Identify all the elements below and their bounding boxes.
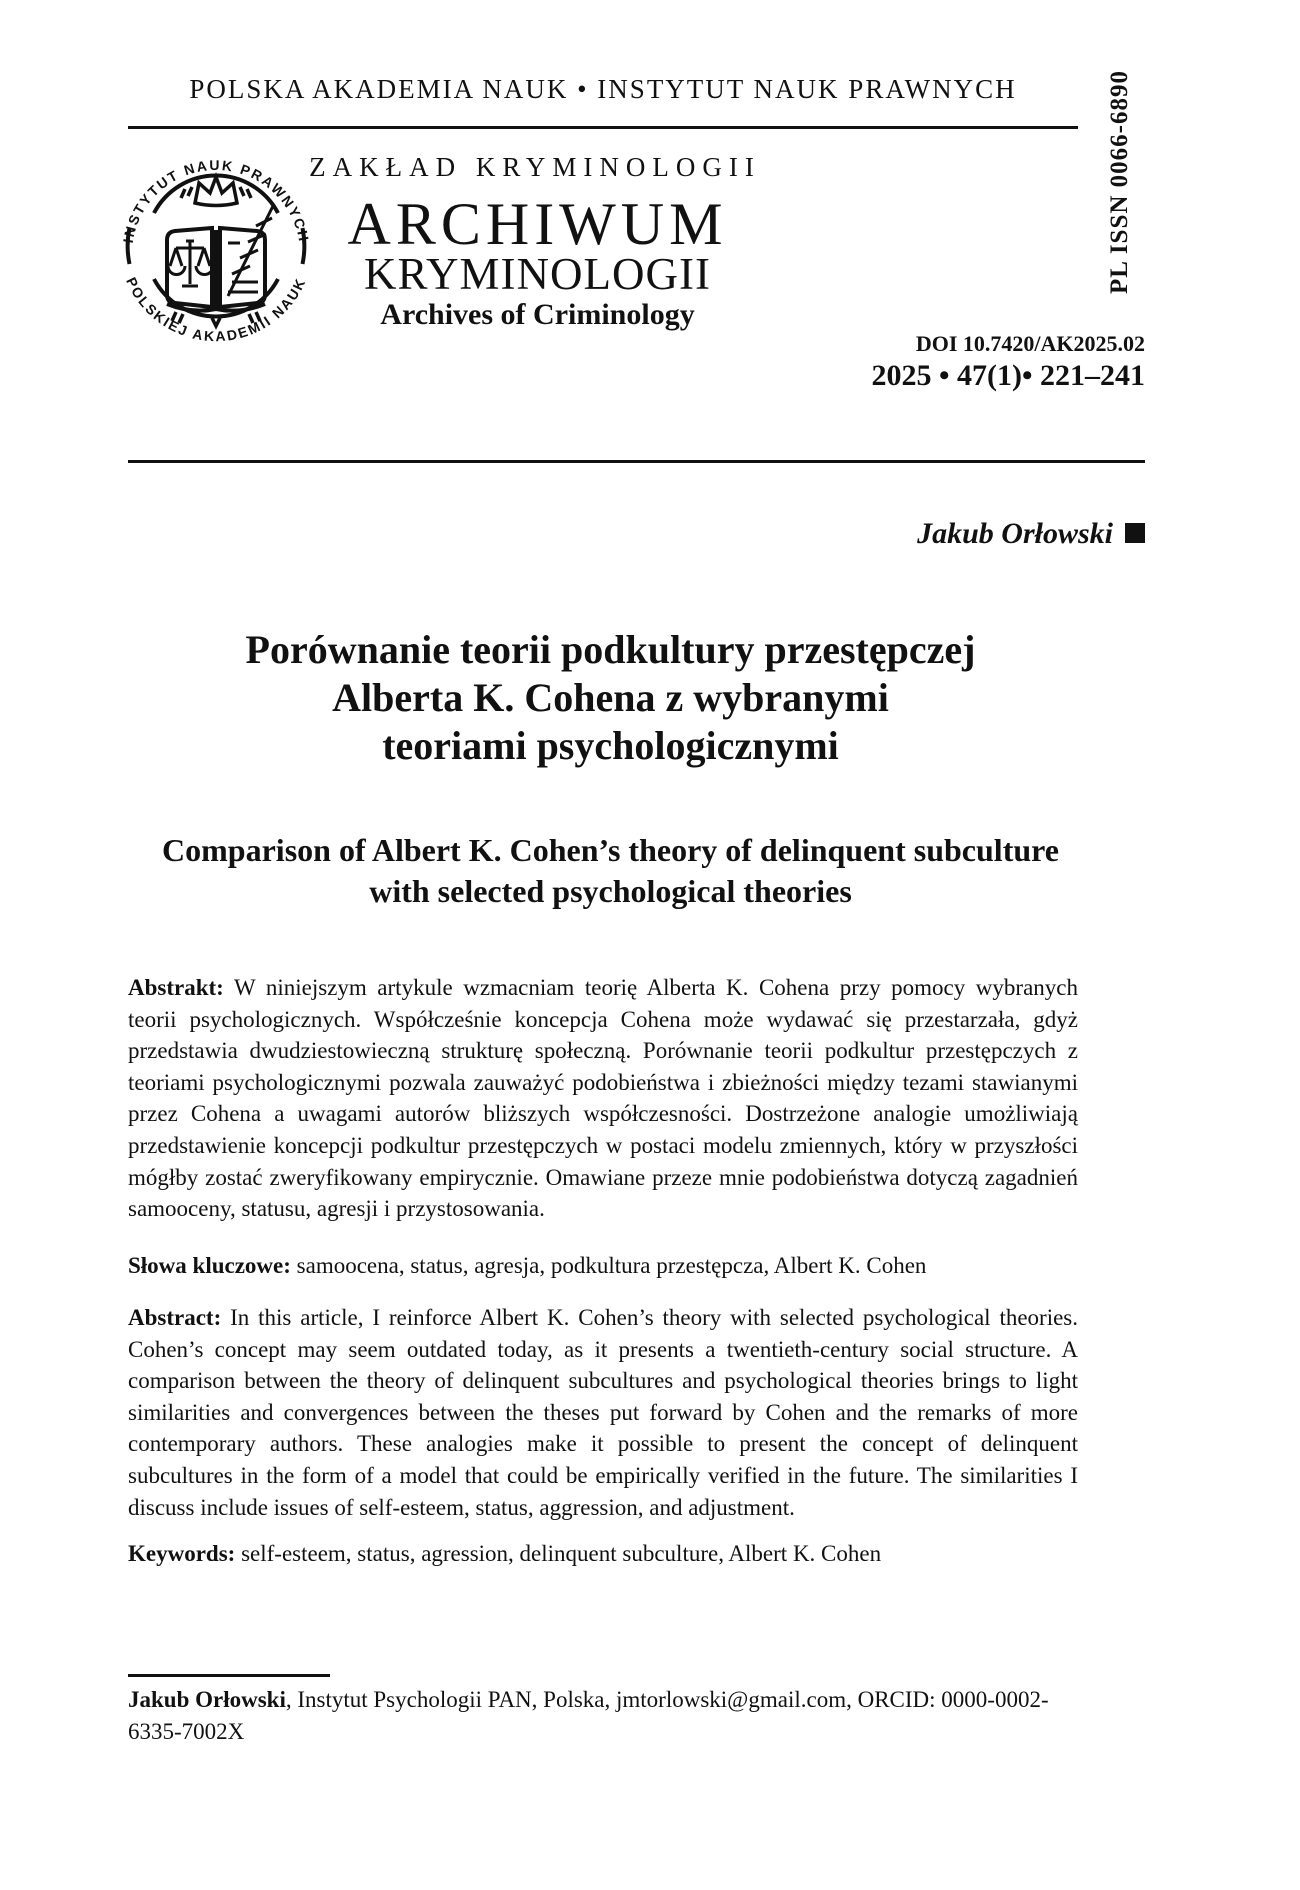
footnote-rule <box>128 1674 330 1677</box>
article-title-english <box>128 830 1093 912</box>
keywords-polish-label: Słowa kluczowe: <box>128 1253 291 1278</box>
keywords-english-text: self-esteem, status, agression, delinquent subculture, Albert K. Cohen <box>241 1541 882 1566</box>
keywords-polish <box>128 1250 1078 1282</box>
header-rule <box>128 126 1078 129</box>
institute-seal-logo <box>116 146 316 346</box>
crown-icon <box>195 177 237 206</box>
journal-title-line2: KRYMINOLOGII <box>364 249 711 299</box>
keywords-english <box>128 1538 1078 1570</box>
title-pl-line3: teoriami psychologicznymi <box>382 723 839 768</box>
seal-top-text: INSTYTUT NAUK PRAWNYCH <box>119 156 313 245</box>
author-name-line <box>917 517 1145 551</box>
article-title-polish <box>128 626 1093 770</box>
seal-bottom-text: POLSKIEJ AKADEMII NAUK <box>123 274 309 345</box>
title-en-line2: with selected psychological theories <box>369 873 852 909</box>
abstract-english <box>128 1302 1078 1523</box>
abstract-english-label: Abstract: <box>128 1305 222 1330</box>
doi-label: DOI 10.7420/AK2025.02 <box>915 331 1145 356</box>
journal-title-line1: ARCHIWUM <box>347 191 728 257</box>
journal-title-english: Archives of Criminology <box>380 298 695 331</box>
department-name: ZAKŁAD KRYMINOLOGII <box>309 152 761 182</box>
title-pl-line2: Alberta K. Cohena z wybranymi <box>332 675 889 720</box>
title-pl-line1: Porównanie teorii podkultury przestępczej <box>245 627 976 672</box>
keywords-english-label: Keywords: <box>128 1541 236 1566</box>
author-name: Jakub Orłowski <box>917 517 1113 550</box>
author-square-marker-icon <box>1125 523 1145 543</box>
abstract-polish-label: Abstrakt: <box>128 975 224 1000</box>
abstract-polish <box>128 972 1078 1225</box>
quill-icon <box>228 204 274 296</box>
volume-issue-pages: 2025 • 47(1)• 221–241 <box>871 359 1145 392</box>
author-affiliation-footnote <box>128 1684 1088 1748</box>
open-book-icon <box>167 228 265 326</box>
title-en-line1: Comparison of Albert K. Cohen’s theory of delinquent subculture <box>162 832 1059 868</box>
institution-header: POLSKA AKADEMIA NAUK • INSTYTUT NAUK PRAWNYCH <box>189 74 1017 104</box>
keywords-polish-text: samoocena, status, agresja, podkultura przestępcza, Albert K. Cohen <box>296 1253 927 1278</box>
scales-icon <box>168 241 213 286</box>
header-bottom-rule <box>128 460 1145 463</box>
footnote-author-name: Jakub Orłowski <box>128 1687 286 1712</box>
footnote-affiliation-text: , Instytut Psychologii PAN, Polska, jmtorlowski@gmail.com, ORCID: 0000-0002-6335-7002X <box>128 1687 1049 1744</box>
abstract-english-text: In this article, I reinforce Albert K. Cohen’s theory with selected psychological theories. Cohen’s concept may seem outdated today, as it presents a twentieth-century social structure. A comparison between the theory of delinquent subcultures and psychological theories brings to light similarities and convergences between the theses put forward by Cohen and the remarks of more contemporary authors. These analogies make it possible to present the concept of delinquent subcultures in the form of a model that could be empirically verified in the future. The similarities I discuss include issues of self-esteem, status, aggression, and adjustment. <box>128 1305 1078 1520</box>
abstract-polish-text: W niniejszym artykule wzmacniam teorię Alberta K. Cohena przy pomocy wybranych teorii psychologicznych. Współcześnie koncepcja Cohena może wydawać się przestarzała, gdyż przedstawia dwudziestowieczną strukturę społeczną. Porównanie teorii podkultur przestępczych z teoriami psychologicznymi pozwala zauważyć podobieństwa i zbieżności między tezami stawianymi przez Cohena a uwagami autorów bliższych współczesności. Dostrzeżone analogie umożliwiają przedstawienie koncepcji podkultur przestępczych w postaci modelu zmiennych, który w przyszłości mógłby zostać zweryfikowany empirycznie. Omawiane przeze mnie podobieństwa dotyczą zagadnień samooceny, statusu, agresji i przystosowania. <box>128 975 1078 1222</box>
issn-vertical-label: PL ISSN 0066-6890 <box>1106 70 1133 294</box>
